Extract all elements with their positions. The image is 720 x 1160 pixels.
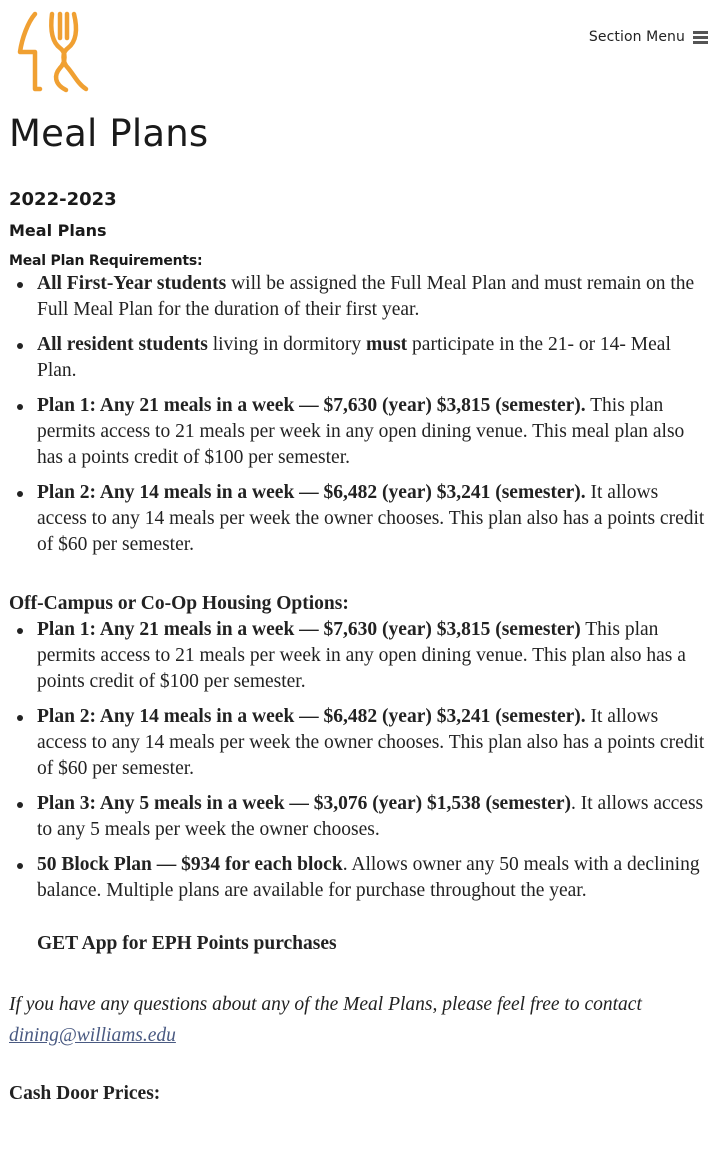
requirements-heading: Meal Plan Requirements:: [9, 253, 203, 269]
plan-title: 50 Block Plan — $934 for each block: [37, 854, 343, 875]
list-item: [37, 852, 720, 904]
list-item: [37, 791, 720, 843]
offcampus-heading: Off-Campus or Co-Op Housing Options:: [9, 593, 349, 614]
site-header: [0, 0, 720, 100]
requirement-bold: All First-Year students: [37, 273, 227, 294]
plan-description: This plan permits access to 21 meals per week in any open dining venue. This meal plan also has a points credit of $100 per semester.: [37, 395, 685, 468]
plan-description: It allows access to any 14 meals per week the owner chooses. This plan also has a points credit of $60 per semester.: [37, 482, 705, 555]
plan-title: Plan 3: Any 5 meals in a week — $3,076 (year) $1,538 (semester): [37, 793, 571, 814]
hamburger-menu-icon: [693, 31, 708, 44]
main-content: [0, 112, 720, 1107]
meal-plans-subheading: Meal Plans: [9, 221, 107, 240]
section-menu-button[interactable]: [589, 29, 708, 45]
requirement-bold: All resident students: [37, 334, 208, 355]
contact-note: [9, 989, 720, 1051]
cash-door-prices-heading: Cash Door Prices:: [9, 1083, 161, 1104]
plan-description: . Allows owner any 50 meals with a declining balance. Multiple plans are available for purchase throughout the year.: [37, 854, 700, 901]
list-item: [37, 617, 720, 695]
plan-description: . It allows access to any 5 meals per week the owner chooses.: [37, 793, 704, 840]
list-item: [37, 332, 720, 384]
get-app-note: GET App for EPH Points purchases: [37, 933, 337, 954]
plan-description: This plan permits access to 21 meals per week in any open dining venue. This plan also has a points credit of $100 per semester.: [37, 619, 686, 692]
list-item: [37, 704, 720, 782]
plan-title: Plan 1: Any 21 meals in a week — $7,630 (year) $3,815 (semester).: [37, 395, 586, 416]
list-item: [37, 480, 720, 558]
list-item: [37, 271, 720, 323]
plan-description: It allows access to any 14 meals per week the owner chooses. This plan also has a points credit of $60 per semester.: [37, 706, 705, 779]
requirements-list: [0, 271, 720, 384]
contact-text: If you have any questions about any of the Meal Plans, please feel free to contact: [9, 994, 642, 1015]
requirement-text: living in dormitory: [207, 334, 366, 355]
year-heading: 2022-2023: [9, 189, 117, 210]
fork-knife-logo-icon[interactable]: [16, 10, 90, 94]
list-item: [37, 393, 720, 471]
page-title: Meal Plans: [9, 112, 209, 155]
offcampus-plans-list: [0, 617, 720, 904]
resident-plans-list: [0, 393, 720, 558]
dining-email-link[interactable]: dining@williams.edu: [9, 1025, 176, 1046]
requirement-text: will be assigned the Full Meal Plan and must remain on the Full Meal Plan for the duration of their first year.: [37, 273, 695, 320]
requirement-text: participate in the 21- or 14- Meal Plan.: [37, 334, 671, 381]
plan-title: Plan 2: Any 14 meals in a week — $6,482 (year) $3,241 (semester).: [37, 482, 586, 503]
section-menu-label: Section Menu: [588, 29, 685, 45]
requirement-bold: must: [366, 334, 408, 355]
plan-title: Plan 2: Any 14 meals in a week — $6,482 (year) $3,241 (semester).: [37, 706, 586, 727]
plan-title: Plan 1: Any 21 meals in a week — $7,630 (year) $3,815 (semester): [37, 619, 581, 640]
